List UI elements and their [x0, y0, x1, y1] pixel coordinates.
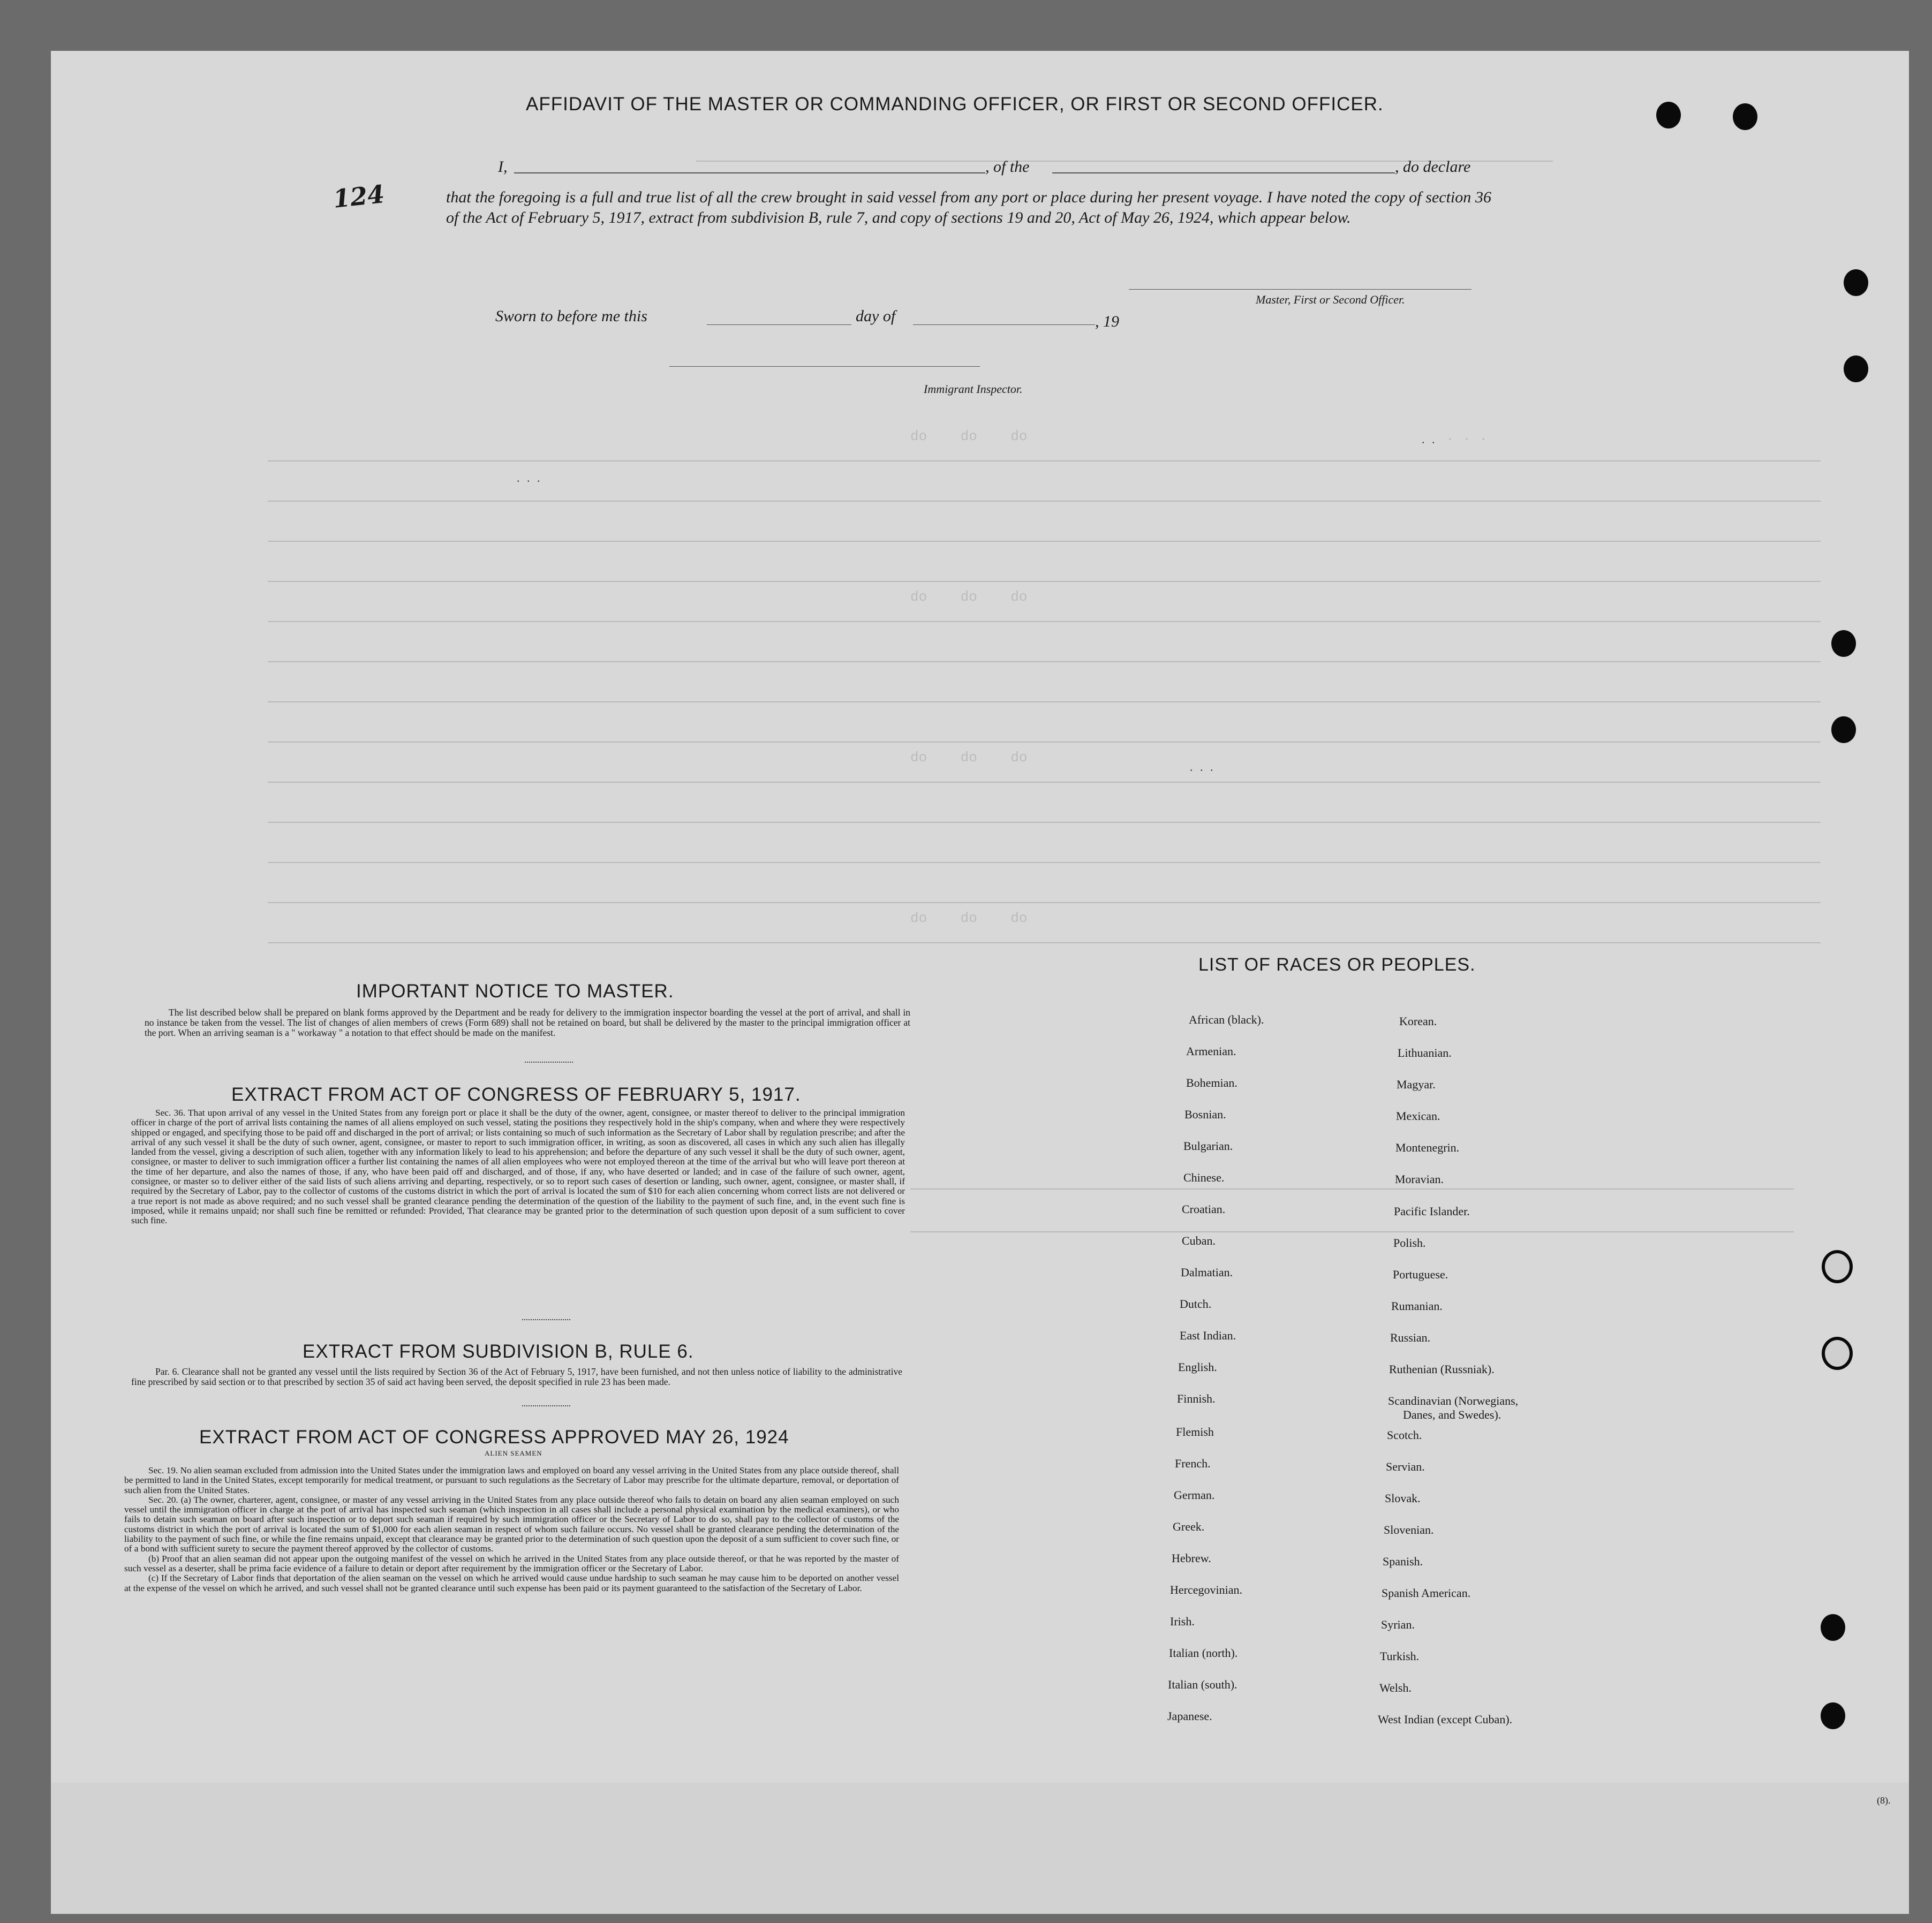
- race-item: Italian (south).: [1168, 1678, 1237, 1691]
- page-fold-shade: [51, 1783, 1909, 1914]
- race-item: Italian (north).: [1169, 1646, 1238, 1660]
- race-item: Polish.: [1393, 1236, 1426, 1250]
- document-page: [51, 51, 1909, 1914]
- race-item: Dalmatian.: [1181, 1266, 1233, 1279]
- extract-1924-sec20a: Sec. 20. (a) The owner, charterer, agent, consignee, or master of any vessel arriving in the United States from any place outside thereof who fails to detain on board any alien seaman employed on such vessel until the immigration officer in charge at the port of arrival has inspected such seaman (which inspection in all cases shall include a personal physical examination by the medical examiners), or who fails to detain such seaman on board after such inspection or to deport such seaman if required by such immigration officer or the Secretary of Labor to do so, shall pay to the collector of customs of the customs district in which the port of arrival is located the sum of $1,000 for each alien seaman in respect of whom such failure occurs. No vessel shall be granted clearance pending the determination of the liability to the payment of such fine, or while the fine remains unpaid, except that clearance may be granted prior to the determination of such question upon the deposit of a sum sufficient to cover such fine, or of a bond with sufficient surety to secure the payment thereof approved by the collector of customs.: [124, 1494, 899, 1554]
- race-item: Bosnian.: [1184, 1108, 1226, 1121]
- race-item: Slovenian.: [1384, 1523, 1434, 1536]
- extract-rule6-title: EXTRACT FROM SUBDIVISION B, RULE 6.: [303, 1341, 694, 1362]
- race-item: Chinese.: [1183, 1171, 1225, 1184]
- race-item: Magyar.: [1397, 1078, 1436, 1091]
- notice-paragraph: The list described below shall be prepared on blank forms approved by the Department and be ready for delivery to the immigration inspector boarding the vessel at the port of arrival, and shall in no instance be taken from the vessel. The list of changes of alien members of crews (Form 689) shall not be retained on board, but shall be delivered by the master to the principal immigration officer at the port. When an arriving seaman is a " workaway " a notation to that effect should be made on the manifest.: [145, 1007, 910, 1038]
- race-item: Lithuanian.: [1398, 1046, 1452, 1059]
- affidavit-signature-line[interactable]: [1129, 289, 1471, 290]
- extract-1917-divider: [522, 1319, 570, 1320]
- affidavit-i-label: I,: [498, 158, 508, 176]
- race-item: African (black).: [1189, 1013, 1264, 1026]
- race-item: Scotch.: [1387, 1428, 1422, 1442]
- race-item: East Indian.: [1180, 1329, 1236, 1342]
- race-item: Finnish.: [1177, 1392, 1216, 1405]
- race-item: Ruthenian (Russniak).: [1389, 1362, 1495, 1376]
- affidavit-signature-caption: Master, First or Second Officer.: [1256, 293, 1405, 306]
- race-item: Rumanian.: [1391, 1299, 1443, 1313]
- race-item: Russian.: [1390, 1331, 1431, 1344]
- notice-body: [145, 1008, 910, 1038]
- race-item: Korean.: [1399, 1015, 1437, 1028]
- extract-1917-body: [131, 1108, 905, 1226]
- extract-1924-subtitle: ALIEN SEAMEN: [485, 1449, 542, 1457]
- affidavit-vessel-blank[interactable]: [1052, 172, 1395, 173]
- affidavit-name-blank[interactable]: [514, 172, 985, 173]
- affidavit-declare-label: , do declare: [1395, 158, 1471, 176]
- notice-title: IMPORTANT NOTICE TO MASTER.: [356, 981, 674, 1002]
- affidavit-body: that the foregoing is a full and true list of all the crew brought in said vessel from any port or place during her present voyage. I have noted the copy of section 36 of the Act of February 5, 1917, extract from subdivision B, rule 7, and copy of sections 19 and 20, Act of May 26, 1924, which appear below.: [446, 188, 1491, 226]
- inspector-caption: Immigrant Inspector.: [924, 382, 1023, 396]
- race-item: Japanese.: [1167, 1709, 1212, 1723]
- race-item: Greek.: [1173, 1520, 1205, 1533]
- race-item: West Indian (except Cuban).: [1378, 1713, 1513, 1726]
- race-item: Moravian.: [1395, 1172, 1444, 1186]
- race-item: Mexican.: [1396, 1109, 1440, 1123]
- race-item: Turkish.: [1380, 1649, 1420, 1663]
- sworn-day-blank[interactable]: [707, 324, 851, 325]
- race-item: Spanish.: [1383, 1555, 1423, 1568]
- races-title: LIST OF RACES OR PEOPLES.: [1198, 955, 1476, 975]
- extract-1917-paragraph: Sec. 36. That upon arrival of any vessel in the United States from any foreign port or place it shall be the duty of the owner, agent, consignee, or master thereof to deliver to the principal immigration officer in charge of the port of arrival lists containing the names of all aliens employed on such vessel, stating the positions they respectively hold in the ship's company, when and where they were respectively shipped or engaged, and specifying those to be paid off and discharged in the port of arrival; or lists containing so much of such information as the Secretary of Labor shall by regulation prescribe; and after the arrival of any such vessel it shall be the duty of such owner, agent, consignee, or master to report to such immigration officer, in writing, as soon as discovered, all cases in which any such alien has illegally landed from the vessel, giving a description of such alien, together with any information likely to lead to his apprehension; and before the departure of any such vessel it shall be the duty of such owner, agent, consignee, or master to deliver to such immigration officer a further list containing the names of all alien employees who were not employed thereon at the time of the arrival but who will leave port thereon at the time of her departure, and also the names of those, if any, who have been paid off and discharged, and of those, if any, who have deserted or landed; and in case of the failure of such owner, agent, consignee, or master so to deliver either of the said lists of such aliens arriving and departing, respectively, or so to report such cases of desertion or landing, such owner, agent, consignee, or master shall, if required by the Secretary of Labor, pay to the collector of customs of the customs district in which the port of arrival is located the sum of $10 for each alien concerning whom correct lists are not delivered or a true report is not made as above required; and no such vessel shall be granted clearance pending the determination of the question of the liability to the payment of such fine, and, in the event such fine is imposed, while it remains unpaid; nor shall such fine be remitted or refunded: Provided, That clearance may be granted prior to the determination of such question upon deposit of a sum sufficient to cover such fine.: [131, 1108, 905, 1226]
- extract-1924-body: [124, 1466, 899, 1593]
- handwritten-number: 124: [331, 179, 386, 214]
- race-item: Armenian.: [1186, 1044, 1236, 1058]
- race-item: Scandinavian (Norwegians,: [1388, 1394, 1519, 1407]
- form-number: (8).: [1877, 1795, 1891, 1806]
- affidavit-of-the-label: , of the: [985, 158, 1030, 176]
- extract-1924-sec20c: (c) If the Secretary of Labor finds that deportation of the alien seaman on the vessel on which he arrived would cause undue hardship to such seaman he may cause him to be deported on another vessel at the expense of the vessel on which he arrived, and such vessel shall not be granted clearance until such expense has been paid or its payment guaranteed to the satisfaction of the Secretary of Labor.: [124, 1573, 899, 1593]
- race-item: Flemish: [1176, 1425, 1214, 1439]
- race-item: English.: [1178, 1360, 1217, 1374]
- race-item: Pacific Islander.: [1394, 1205, 1470, 1218]
- stray-dots-3: . . .: [517, 471, 542, 484]
- race-item: Spanish American.: [1382, 1586, 1471, 1600]
- race-item: Croatian.: [1182, 1202, 1226, 1216]
- race-item: Welsh.: [1379, 1681, 1412, 1694]
- year-label: , 19: [1095, 313, 1119, 330]
- race-item: Cuban.: [1182, 1234, 1216, 1247]
- race-item: Syrian.: [1381, 1618, 1415, 1631]
- race-item: Dutch.: [1180, 1297, 1212, 1311]
- extract-rule6-divider: [522, 1405, 570, 1406]
- sworn-month-blank[interactable]: [913, 324, 1095, 325]
- stray-dots-2: . . .: [1190, 760, 1216, 774]
- race-item: Portuguese.: [1393, 1268, 1448, 1281]
- extract-rule6-paragraph: Par. 6. Clearance shall not be granted any vessel until the lists required by Section 36 of the Act of February 5, 1917, have been furnished, and not then unless notice of liability to the administrative fine prescribed by said section or to that prescribed by section 35 of said act having been served, the deposit specified in rule 23 has been made.: [131, 1366, 902, 1387]
- race-item: French.: [1175, 1457, 1211, 1470]
- sworn-label: Sworn to before me this: [495, 307, 647, 325]
- notice-divider: [525, 1062, 573, 1063]
- race-item: Irish.: [1170, 1615, 1195, 1628]
- race-item: German.: [1174, 1488, 1215, 1502]
- race-item: Hercegovinian.: [1170, 1583, 1242, 1596]
- extract-1917-title: EXTRACT FROM ACT OF CONGRESS OF FEBRUARY 5, 1917.: [231, 1084, 801, 1105]
- stray-dots-1: . .: [1422, 433, 1437, 446]
- race-item: Bohemian.: [1186, 1076, 1237, 1089]
- extract-rule6-body: [131, 1367, 902, 1387]
- day-of-label: day of: [856, 307, 896, 325]
- race-item: Hebrew.: [1172, 1551, 1211, 1565]
- extract-1924-sec20b: (b) Proof that an alien seaman did not appear upon the outgoing manifest of the vessel on which he arrived in the United States from any place outside thereof, or that he was reported by the master of such vessel as a deserter, shall be prima facie evidence of a failure to detain or deport after requirement by the immigration officer or the Secretary of Labor.: [124, 1553, 899, 1573]
- extract-1924-title: EXTRACT FROM ACT OF CONGRESS APPROVED MAY 26, 1924: [199, 1427, 789, 1448]
- extract-1924-sec19: Sec. 19. No alien seaman excluded from admission into the United States under the immigration laws and employed on board any vessel arriving in the United States from any place outside thereof, shall be permitted to land in the United States, except temporarily for medical treatment, or pursuant to such regulations as the Secretary of Labor may prescribe for the ultimate departure, removal, or deportation of such alien from the United States.: [124, 1465, 899, 1495]
- race-item: Danes, and Swedes).: [1403, 1408, 1501, 1421]
- race-item: Servian.: [1386, 1460, 1425, 1473]
- race-item: Bulgarian.: [1183, 1139, 1233, 1153]
- inspector-signature-line[interactable]: [669, 366, 980, 367]
- race-item: Montenegrin.: [1395, 1141, 1460, 1154]
- affidavit-title: AFFIDAVIT OF THE MASTER OR COMMANDING OFFICER, OR FIRST OR SECOND OFFICER.: [526, 94, 1384, 115]
- race-item: Slovak.: [1385, 1492, 1421, 1505]
